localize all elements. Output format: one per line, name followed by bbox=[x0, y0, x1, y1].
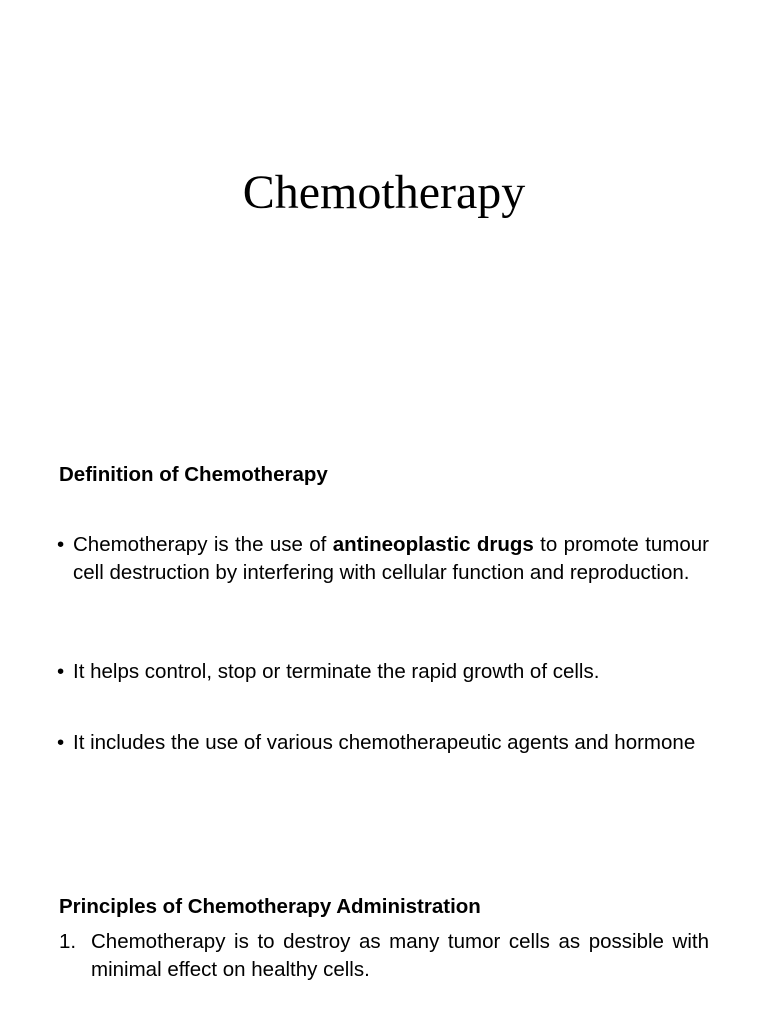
bullet-item bbox=[57, 531, 709, 587]
bullet-item bbox=[57, 729, 709, 757]
bullet-item bbox=[57, 658, 709, 686]
numbered-item bbox=[59, 928, 709, 984]
slide-title: Chemotherapy bbox=[242, 166, 526, 219]
principles-heading: Principles of Chemotherapy Administration bbox=[59, 895, 481, 918]
bullet-text: It includes the use of various chemotherapeutic agents and hormone bbox=[73, 731, 696, 754]
bullet-mark: • bbox=[57, 660, 65, 683]
bullet-mark: • bbox=[57, 533, 65, 556]
item-text: Chemotherapy is to destroy as many tumor cells as possible with minimal effect on healthy cells. bbox=[91, 930, 709, 981]
bullet-text-after: to promote tumour cell destruction by interfering with cellular function and reproduction. bbox=[73, 533, 709, 584]
item-number: 1. bbox=[59, 930, 77, 953]
bullet-text-bold: antineoplastic drugs bbox=[332, 533, 534, 556]
bullet-mark: • bbox=[57, 731, 65, 754]
bullet-text-before: Chemotherapy is the use of bbox=[73, 533, 333, 556]
definition-heading: Definition of Chemotherapy bbox=[59, 463, 328, 486]
bullet-text: It helps control, stop or terminate the rapid growth of cells. bbox=[73, 660, 600, 683]
